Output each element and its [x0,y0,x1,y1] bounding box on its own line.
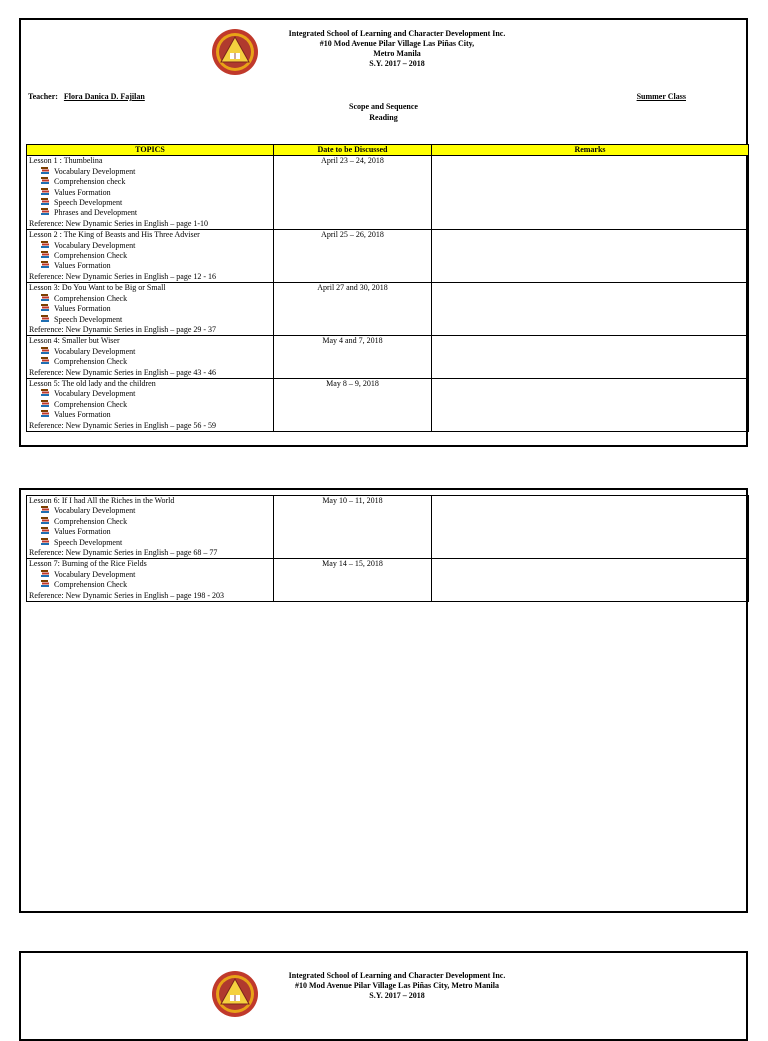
lesson-title: Lesson 2 : The King of Beasts and His Three Adviser [29,230,200,240]
lesson-date: May 10 – 11, 2018 [274,496,432,559]
lesson-reference: Reference: New Dynamic Series in English – page 1-10 [29,218,209,228]
lesson-row [27,230,749,283]
book-stack-icon [41,208,50,216]
lesson-date: April 25 – 26, 2018 [274,230,432,283]
lesson-item [29,410,271,420]
book-stack-icon [41,198,50,206]
lesson-item [29,241,271,251]
book-stack-icon [41,347,50,355]
lesson-item-label: Vocabulary Development [54,506,136,516]
lesson-item [29,400,271,410]
lesson-title: Lesson 5: The old lady and the children [29,378,156,388]
book-stack-icon [41,506,50,514]
lesson-item-label: Phrases and Development [54,208,138,218]
lesson-remarks [432,496,749,559]
lesson-date: April 23 – 24, 2018 [274,156,432,230]
lesson-remarks [432,378,749,431]
table-header-row [27,145,749,156]
lesson-row [27,336,749,379]
book-stack-icon [41,188,50,196]
school-header [247,29,547,69]
lesson-topic-cell [27,283,274,336]
lesson-item-label: Comprehension Check [54,251,128,261]
lesson-topic-cell [27,559,274,602]
lesson-item [29,347,271,357]
lesson-remarks [432,559,749,602]
header-topics: TOPICS [27,145,274,156]
book-stack-icon [41,580,50,588]
school-header [247,971,547,1001]
document-page-1 [19,18,748,447]
book-stack-icon [41,400,50,408]
lesson-item [29,198,271,208]
lesson-item [29,188,271,198]
school-name: Integrated School of Learning and Character Development Inc. [288,29,506,38]
document-title-line1: Scope and Sequence [349,102,418,111]
lesson-row [27,283,749,336]
lesson-item-label: Values Formation [54,527,111,537]
lesson-item-label: Comprehension Check [54,580,128,590]
lesson-item [29,506,271,516]
book-stack-icon [41,304,50,312]
lesson-topic-cell [27,378,274,431]
book-stack-icon [41,527,50,535]
lesson-item-label: Values Formation [54,187,111,197]
lesson-item [29,177,271,187]
lesson-title: Lesson 7: Burning of the Rice Fields [29,559,147,569]
schedule-table-page-2 [26,495,749,602]
book-stack-icon [41,315,50,323]
lesson-item [29,208,271,218]
lesson-reference: Reference: New Dynamic Series in English – page 56 - 59 [29,420,217,430]
teacher-name: Flora Danica D. Fajilan [63,92,145,101]
lesson-item-label: Values Formation [54,304,111,314]
book-stack-icon [41,517,50,525]
lesson-item [29,389,271,399]
book-stack-icon [41,167,50,175]
lesson-title: Lesson 1 : Thumbelina [29,156,103,166]
lesson-remarks [432,230,749,283]
book-stack-icon [41,357,50,365]
lesson-item-label: Vocabulary Development [54,240,136,250]
lesson-item-label: Speech Development [54,198,123,208]
teacher-label: Teacher: [28,92,58,101]
lesson-item-label: Values Formation [54,410,111,420]
lesson-remarks [432,283,749,336]
lesson-item [29,517,271,527]
lesson-row [27,156,749,230]
lesson-topic-cell [27,156,274,230]
book-stack-icon [41,251,50,259]
book-stack-icon [41,389,50,397]
document-page-2 [19,488,748,913]
lesson-reference: Reference: New Dynamic Series in English – page 43 - 46 [29,367,217,377]
book-stack-icon [41,261,50,269]
document-title [21,101,746,123]
lesson-reference: Reference: New Dynamic Series in English – page 12 - 16 [29,271,217,281]
lesson-item [29,527,271,537]
lesson-item [29,167,271,177]
class-label: Summer Class [636,92,686,101]
header-remarks: Remarks [432,145,749,156]
lesson-item-label: Comprehension Check [54,516,128,526]
teacher-line [28,92,145,101]
school-name: Integrated School of Learning and Character Development Inc. [288,971,506,980]
lesson-row [27,378,749,431]
document-title-line2: Reading [369,113,398,122]
lesson-item-label: Vocabulary Development [54,166,136,176]
school-address: #10 Mod Avenue Pilar Village Las Piñas City, Metro Manila [295,981,499,990]
lesson-topic-cell [27,496,274,559]
document-page-3 [19,951,748,1041]
lesson-row [27,559,749,602]
schedule-table-page-1 [26,144,749,432]
lesson-row [27,496,749,559]
lesson-remarks [432,156,749,230]
book-stack-icon [41,177,50,185]
book-stack-icon [41,410,50,418]
school-year: S.Y. 2017 – 2018 [369,59,425,68]
lesson-reference: Reference: New Dynamic Series in English – page 198 - 203 [29,590,225,600]
lesson-item-label: Comprehension Check [54,399,128,409]
lesson-item [29,304,271,314]
lesson-date: May 8 – 9, 2018 [274,378,432,431]
lesson-item-label: Vocabulary Development [54,346,136,356]
lesson-item-label: Vocabulary Development [54,389,136,399]
lesson-date: April 27 and 30, 2018 [274,283,432,336]
school-year: S.Y. 2017 – 2018 [369,991,425,1000]
lesson-topic-cell [27,230,274,283]
lesson-item [29,294,271,304]
lesson-date: May 14 – 15, 2018 [274,559,432,602]
lesson-reference: Reference: New Dynamic Series in English – page 29 - 37 [29,324,217,334]
lesson-title: Lesson 3: Do You Want to be Big or Small [29,283,166,293]
lesson-item-label: Vocabulary Development [54,569,136,579]
lesson-date: May 4 and 7, 2018 [274,336,432,379]
book-stack-icon [41,241,50,249]
lesson-item [29,251,271,261]
lesson-item-label: Values Formation [54,261,111,271]
lesson-reference: Reference: New Dynamic Series in English – page 68 – 77 [29,548,218,558]
header-date: Date to be Discussed [274,145,432,156]
lesson-item [29,538,271,548]
school-address-line2: Metro Manila [373,49,421,58]
lesson-title: Lesson 6: If I had All the Riches in the World [29,496,175,505]
book-stack-icon [41,294,50,302]
lesson-item [29,580,271,590]
lesson-item [29,570,271,580]
lesson-item-label: Speech Development [54,314,123,324]
lesson-item [29,357,271,367]
school-address-line1: #10 Mod Avenue Pilar Village Las Piñas City, [319,39,475,48]
lesson-item [29,261,271,271]
lesson-item-label: Speech Development [54,537,123,547]
lesson-item-label: Comprehension Check [54,357,128,367]
book-stack-icon [41,570,50,578]
book-stack-icon [41,538,50,546]
lesson-item [29,315,271,325]
lesson-topic-cell [27,336,274,379]
lesson-item-label: Comprehension check [54,177,126,187]
lesson-item-label: Comprehension Check [54,293,128,303]
lesson-remarks [432,336,749,379]
lesson-title: Lesson 4: Smaller but Wiser [29,336,120,346]
